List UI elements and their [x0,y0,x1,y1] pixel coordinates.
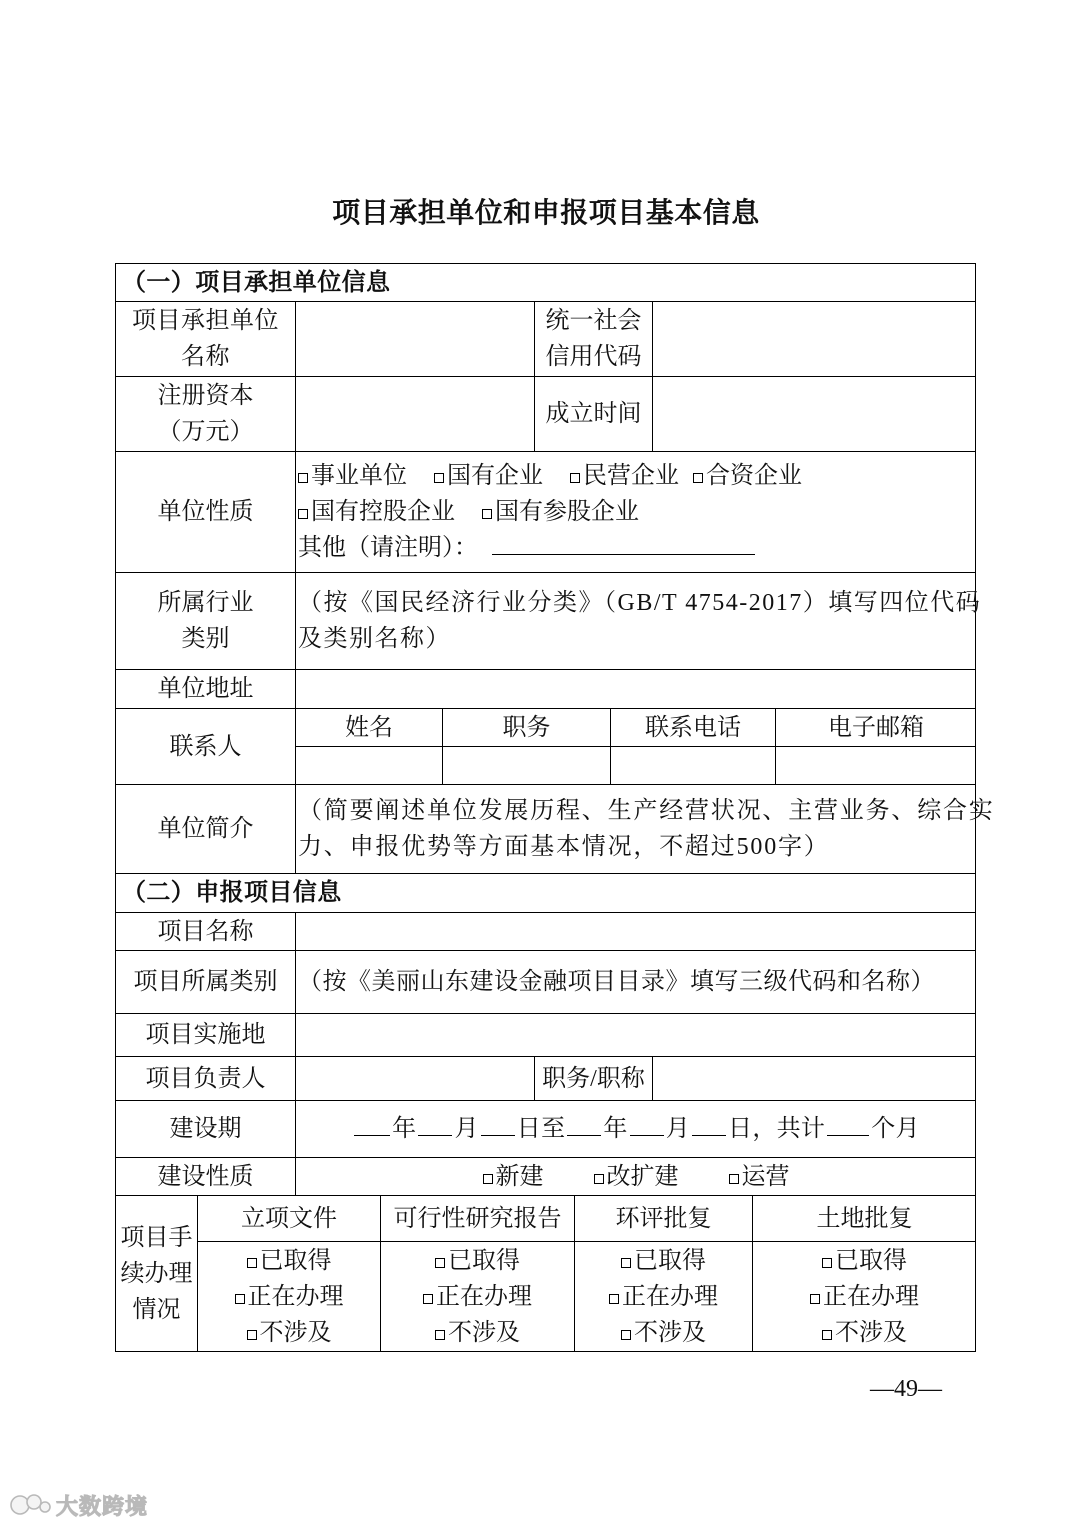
industry-label-line: 所属行业 [157,590,254,616]
unit-name-label-line: 名称 [181,344,230,370]
status-label: 已取得 [634,1248,706,1274]
checkbox[interactable] [423,1294,433,1304]
status-label: 正在办理 [622,1284,718,1310]
option-state-participation[interactable] [482,494,639,530]
option-label: 改扩建 [606,1163,679,1190]
project-leader-label: 项目负责人 [115,1056,295,1100]
contact-position-field[interactable] [442,746,610,784]
project-name-field[interactable] [295,912,976,950]
contact-name-field[interactable] [295,746,442,784]
status-label: 正在办理 [247,1284,344,1310]
credit-code-label-line: 信用代码 [545,344,642,370]
contact-header-name: 姓名 [295,708,442,746]
status-label: 不涉及 [448,1320,520,1346]
watermark [8,1488,148,1522]
status-label: 正在办理 [823,1284,919,1310]
status-in-progress[interactable] [423,1279,532,1315]
start-day-blank[interactable] [481,1115,515,1136]
option-label: 国有参股企业 [495,499,639,525]
checkbox[interactable] [810,1294,820,1304]
project-name-label: 项目名称 [115,912,295,950]
contact-header-phone: 联系电话 [610,708,775,746]
feasibility-status-options [380,1241,574,1352]
status-not-applicable[interactable] [822,1315,907,1351]
checkbox[interactable] [822,1258,832,1268]
option-state-owned[interactable] [434,458,543,494]
registered-capital-label-line: 注册资本 [157,383,254,409]
status-obtained[interactable] [247,1243,332,1279]
status-label: 已取得 [835,1248,907,1274]
construction-nature-row [483,1159,790,1195]
total-months-blank[interactable] [827,1115,869,1136]
unit-text: 日至 [516,1116,566,1142]
unit-nature-label: 单位性质 [115,451,295,572]
industry-hint-line: 及类别名称） [298,626,451,652]
procedures-label-line: 情况 [132,1297,181,1323]
start-month-blank[interactable] [418,1115,452,1136]
contact-label: 联系人 [115,708,295,784]
page-title: 项目承担单位和申报项目基本信息 [332,197,760,228]
status-not-applicable[interactable] [247,1315,332,1351]
construction-period-content [295,1100,976,1157]
option-label: 新建 [495,1163,544,1190]
address-label: 单位地址 [115,669,295,708]
status-obtained[interactable] [822,1243,907,1279]
end-day-blank[interactable] [692,1115,726,1136]
credit-code-label-line: 统一社会 [545,308,642,334]
status-not-applicable[interactable] [621,1315,706,1351]
checkbox[interactable] [621,1258,631,1268]
land-status-options [752,1241,976,1352]
status-label: 不涉及 [835,1320,907,1346]
credit-code-label [534,301,652,376]
option-label: 运营 [741,1163,790,1190]
project-category-hint: （按《美丽山东建设金融项目目录》填写三级代码和名称） [298,969,935,995]
checkbox[interactable] [247,1330,257,1340]
industry-label [115,572,295,669]
unit-nature-options [295,451,976,572]
option-new-build[interactable] [483,1159,544,1195]
project-location-label: 项目实施地 [115,1013,295,1056]
end-year-blank[interactable] [567,1115,601,1136]
profile-hint-line: （简要阐述单位发展历程、生产经营状况、主营业务、综合实 [298,798,995,824]
option-operation[interactable] [729,1159,790,1195]
contact-email-field[interactable] [775,746,976,784]
checkbox[interactable] [621,1330,631,1340]
project-category-label: 项目所属类别 [115,950,295,1013]
procedures-header-feasibility: 可行性研究报告 [380,1195,574,1241]
unit-text: 年 [603,1116,628,1142]
section2-heading: （二）申报项目信息 [115,873,976,912]
industry-hint-line: （按《国民经济行业分类》（GB/T 4754-2017）填写四位代码 [298,590,982,616]
contact-header-email: 电子邮箱 [775,708,976,746]
checkbox[interactable] [570,473,580,483]
start-year-blank[interactable] [354,1115,390,1136]
industry-field[interactable] [295,572,982,669]
leader-title-field[interactable] [652,1056,976,1100]
checkbox[interactable] [298,473,308,483]
other-specify-label: 其他（请注明）： [298,535,478,561]
construction-period-line [352,1111,920,1147]
checkbox[interactable] [247,1258,257,1268]
procedures-label-line: 项目手 [120,1225,193,1251]
watermark-text: 大数跨境 [56,1493,149,1519]
status-label: 不涉及 [634,1320,706,1346]
construction-period-label: 建设期 [115,1100,295,1157]
option-private[interactable] [570,458,679,494]
established-label: 成立时间 [534,376,652,451]
option-public-institution[interactable] [298,458,407,494]
profile-field[interactable] [295,784,995,873]
approval-status-options [197,1241,380,1352]
option-joint-venture[interactable] [693,458,802,494]
unit-name-field[interactable] [295,301,534,376]
unit-name-label-line: 项目承担单位 [132,308,279,334]
checkbox[interactable] [435,1258,445,1268]
unit-nature-option-row [298,494,639,530]
credit-code-field[interactable] [652,301,976,376]
unit-nature-option-row [298,458,802,494]
end-month-blank[interactable] [630,1115,664,1136]
option-state-holding[interactable] [298,494,455,530]
status-in-progress[interactable] [609,1279,718,1315]
checkbox[interactable] [434,473,444,483]
option-label: 民营企业 [583,463,679,489]
checkbox[interactable] [483,1174,493,1184]
unit-text: 个月 [871,1116,920,1142]
registered-capital-field[interactable] [295,376,534,451]
industry-label-line: 类别 [181,626,230,652]
construction-nature-label: 建设性质 [115,1157,295,1195]
unit-text: 月 [665,1116,691,1142]
status-in-progress[interactable] [235,1279,344,1315]
option-label: 国有企业 [447,463,543,489]
construction-nature-options [295,1157,976,1195]
eia-status-options [574,1241,752,1352]
status-obtained[interactable] [435,1243,520,1279]
checkbox[interactable] [693,473,703,483]
option-renovation[interactable] [594,1159,679,1195]
page-number: —49— [870,1376,942,1402]
status-label: 已取得 [448,1248,520,1274]
status-label: 正在办理 [436,1284,532,1310]
procedures-header-land: 土地批复 [752,1195,976,1241]
registered-capital-label [115,376,295,451]
project-location-field[interactable] [295,1013,976,1056]
option-label: 合资企业 [706,463,802,489]
checkbox[interactable] [482,509,492,519]
address-field[interactable] [295,669,976,708]
procedures-label-line: 续办理 [120,1261,193,1287]
contact-phone-field[interactable] [610,746,775,784]
project-category-field[interactable] [295,950,976,1013]
status-obtained[interactable] [621,1243,706,1279]
unit-nature-other-row [298,530,755,566]
procedures-label [115,1195,197,1352]
status-label: 已取得 [259,1248,332,1274]
checkbox[interactable] [594,1174,604,1184]
option-label: 事业单位 [311,463,407,489]
unit-text: 日，共计 [728,1116,826,1142]
info-form-table [115,263,995,1352]
profile-label: 单位简介 [115,784,295,873]
other-specify-field[interactable] [492,534,755,555]
section1-heading: （一）项目承担单位信息 [115,263,976,301]
procedures-header-eia: 环评批复 [574,1195,752,1241]
status-in-progress[interactable] [810,1279,919,1315]
leader-title-label: 职务/职称 [534,1056,652,1100]
checkbox[interactable] [729,1174,739,1184]
checkbox[interactable] [235,1294,245,1304]
status-label: 不涉及 [259,1320,332,1346]
profile-hint-line: 力、申报优势等方面基本情况，不超过500字） [298,834,830,860]
checkbox[interactable] [435,1330,445,1340]
project-leader-field[interactable] [295,1056,534,1100]
watermark-logo-icon [8,1490,52,1520]
checkbox[interactable] [609,1294,619,1304]
checkbox[interactable] [822,1330,832,1340]
checkbox[interactable] [298,509,308,519]
procedures-header-approval: 立项文件 [197,1195,380,1241]
established-field[interactable] [652,376,976,451]
registered-capital-label-line: （万元） [157,419,254,445]
contact-header-position: 职务 [442,708,610,746]
unit-text: 年 [392,1116,417,1142]
unit-text: 月 [454,1116,479,1142]
unit-name-label [115,301,295,376]
status-not-applicable[interactable] [435,1315,520,1351]
option-label: 国有控股企业 [311,499,455,525]
